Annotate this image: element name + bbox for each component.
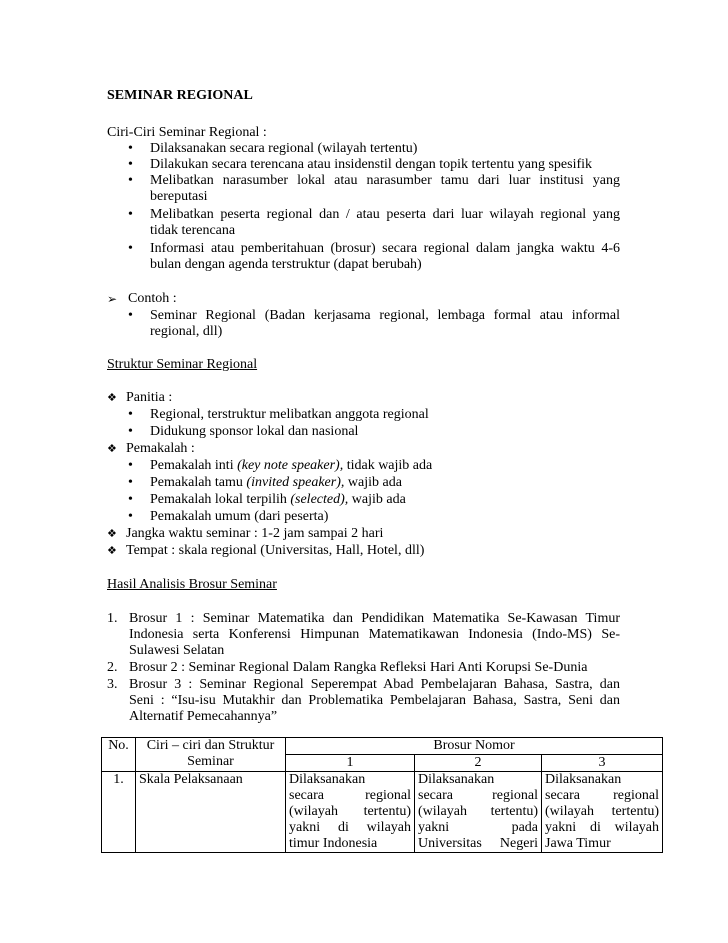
panitia-label: Panitia : bbox=[126, 390, 173, 405]
brosur-line: Seni : “Isu-isu Mutakhir dan Problematika Pembelajaran Bahasa, Sastra, Seni dan bbox=[129, 693, 620, 708]
header-no: No. bbox=[102, 738, 136, 772]
page-title: SEMINAR REGIONAL bbox=[107, 88, 253, 103]
bullet-dot-icon: • bbox=[128, 173, 133, 188]
ciri-bullet: Dilaksanakan secara regional (wilayah tertentu) bbox=[150, 141, 418, 156]
brosur-line: Indonesia serta Konferensi Himpunan Matematikawan Indonesia (Indo-MS) Se- bbox=[129, 627, 620, 642]
pemakalah-label: Pemakalah : bbox=[126, 441, 195, 456]
ciri-bullet-cont: tidak terencana bbox=[150, 223, 236, 238]
brosur-line: Sulawesi Selatan bbox=[129, 643, 225, 658]
pemakalah-item: Pemakalah tamu (invited speaker), wajib ada bbox=[150, 475, 402, 490]
bullet-dot-icon: • bbox=[128, 458, 133, 473]
bullet-dot-icon: • bbox=[128, 207, 133, 222]
bullet-dot-icon: • bbox=[128, 308, 133, 323]
brosur-line: Brosur 1 : Seminar Matematika dan Pendidikan Matematika Se-Kawasan Timur bbox=[129, 611, 620, 626]
bullet-dot-icon: • bbox=[128, 492, 133, 507]
ciri-heading: Ciri-Ciri Seminar Regional : bbox=[107, 125, 267, 140]
header-brosur-3: 3 bbox=[542, 755, 663, 772]
table-header-row bbox=[102, 738, 663, 755]
row-cell-brosur-2: Dilaksanakan secara regional (wilayah tertentu) yakni pada Universitas Negeri bbox=[415, 772, 542, 853]
analysis-table bbox=[101, 737, 663, 853]
list-number: 1. bbox=[107, 611, 118, 626]
panitia-item: Didukung sponsor lokal dan nasional bbox=[150, 424, 359, 439]
contoh-item-cont: regional, dll) bbox=[150, 324, 223, 339]
bullet-dot-icon: • bbox=[128, 241, 133, 256]
contoh-item: Seminar Regional (Badan kerjasama regional, lembaga formal atau informal bbox=[150, 308, 620, 323]
pemakalah-item: Pemakalah umum (dari peserta) bbox=[150, 509, 329, 524]
bullet-dot-icon: • bbox=[128, 407, 133, 422]
table-row bbox=[102, 772, 663, 853]
tempat: Tempat : skala regional (Universitas, Hall, Hotel, dll) bbox=[126, 543, 425, 558]
ciri-bullet-cont: bulan dengan agenda terstruktur (dapat berubah) bbox=[150, 257, 422, 272]
diamond-bullet-icon: ❖ bbox=[107, 544, 117, 557]
brosur-line: Alternatif Pemecahannya” bbox=[129, 709, 278, 724]
row-no: 1. bbox=[102, 772, 136, 853]
diamond-bullet-icon: ❖ bbox=[107, 442, 117, 455]
jangka-waktu: Jangka waktu seminar : 1-2 jam sampai 2 hari bbox=[126, 526, 384, 541]
row-cell-brosur-3: Dilaksanakan secara regional (wilayah tertentu) yakni di wilayah Jawa Timur bbox=[542, 772, 663, 853]
pemakalah-item: Pemakalah inti (key note speaker), tidak wajib ada bbox=[150, 458, 433, 473]
contoh-label: Contoh : bbox=[128, 291, 177, 306]
diamond-bullet-icon: ❖ bbox=[107, 527, 117, 540]
ciri-bullet: Melibatkan peserta regional dan / atau peserta dari luar wilayah regional yang bbox=[150, 207, 620, 222]
row-cell-brosur-1: Dilaksanakan secara regional (wilayah tertentu) yakni di wilayah timur Indonesia bbox=[286, 772, 415, 853]
header-brosur-2: 2 bbox=[415, 755, 542, 772]
struktur-heading: Struktur Seminar Regional bbox=[107, 357, 258, 372]
list-number: 2. bbox=[107, 660, 118, 675]
bullet-dot-icon: • bbox=[128, 509, 133, 524]
brosur-line: Brosur 3 : Seminar Regional Seperempat Abad Pembelajaran Bahasa, Sastra, dan bbox=[129, 677, 620, 692]
brosur-line: Brosur 2 : Seminar Regional Dalam Rangka Refleksi Hari Anti Korupsi Se-Dunia bbox=[129, 660, 588, 675]
hasil-heading: Hasil Analisis Brosur Seminar bbox=[107, 577, 277, 592]
list-number: 3. bbox=[107, 677, 118, 692]
header-brosur-1: 1 bbox=[286, 755, 415, 772]
ciri-bullet-cont: bereputasi bbox=[150, 189, 208, 204]
ciri-bullet: Dilakukan secara terencana atau insidenstil dengan topik tertentu yang spesifik bbox=[150, 157, 593, 172]
bullet-dot-icon: • bbox=[128, 141, 133, 156]
pemakalah-item: Pemakalah lokal terpilih (selected), wajib ada bbox=[150, 492, 406, 507]
panitia-item: Regional, terstruktur melibatkan anggota regional bbox=[150, 407, 429, 422]
row-ciri: Skala Pelaksanaan bbox=[136, 772, 286, 853]
bullet-dot-icon: • bbox=[128, 475, 133, 490]
ciri-bullet: Informasi atau pemberitahuan (brosur) secara regional dalam jangka waktu 4-6 bbox=[150, 241, 620, 256]
ciri-bullet: Melibatkan narasumber lokal atau narasumber tamu dari luar institusi yang bbox=[150, 173, 620, 188]
arrow-bullet-icon: ➢ bbox=[107, 292, 118, 306]
diamond-bullet-icon: ❖ bbox=[107, 391, 117, 404]
header-ciri: Ciri – ciri dan Struktur Seminar bbox=[136, 738, 286, 772]
header-brosur-nomor: Brosur Nomor bbox=[286, 738, 663, 755]
bullet-dot-icon: • bbox=[128, 424, 133, 439]
bullet-dot-icon: • bbox=[128, 157, 133, 172]
